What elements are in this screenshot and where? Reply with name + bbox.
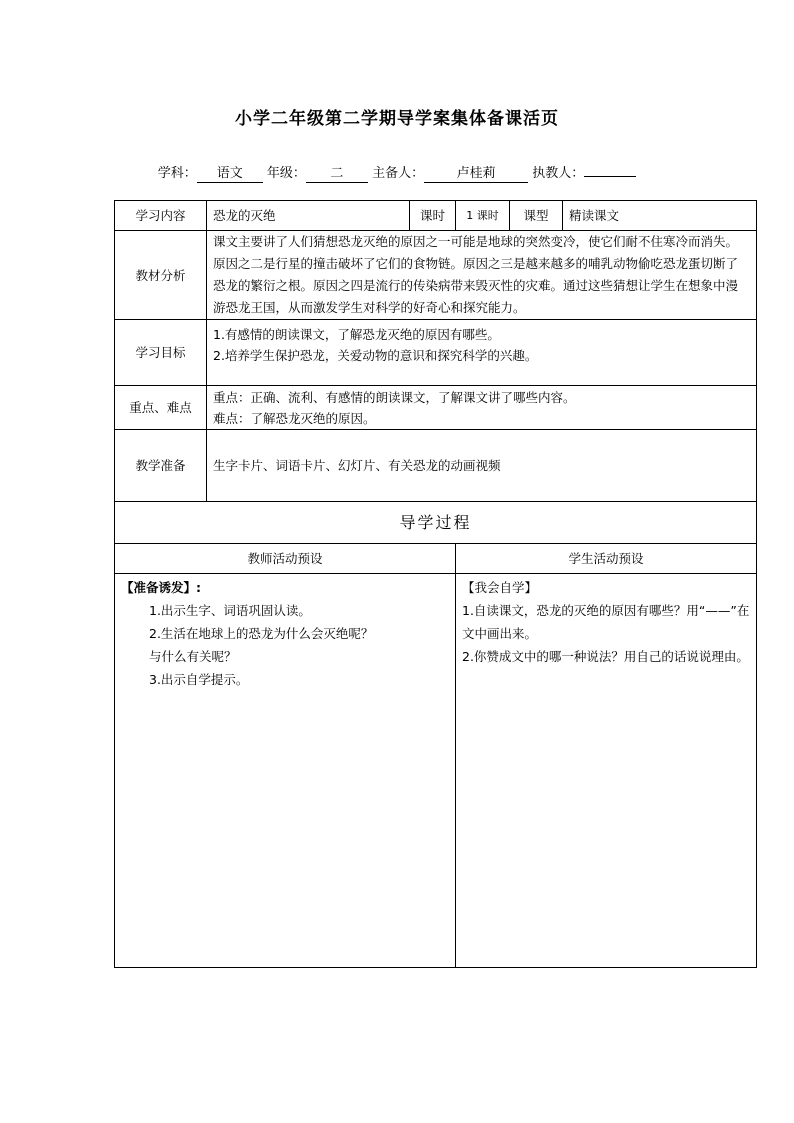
key-point-item: 重点：正确、流利、有感情的朗读课文，了解课文讲了哪些内容。 bbox=[213, 389, 576, 405]
period-value: 1 课时 bbox=[456, 201, 510, 231]
content-label: 学习内容 bbox=[115, 201, 207, 231]
content-value: 恐龙的灭绝 bbox=[207, 201, 410, 231]
period-label: 课时 bbox=[410, 201, 456, 231]
analysis-label: 教材分析 bbox=[115, 231, 207, 320]
key-point-item: 难点：了解恐龙灭绝的原因。 bbox=[213, 410, 376, 426]
teacher-item: 2.生活在地球上的恐龙为什么会灭绝呢？ bbox=[149, 626, 374, 641]
key-label: 重点、难点 bbox=[115, 386, 207, 430]
goals-cell bbox=[207, 320, 757, 386]
goals-label: 学习目标 bbox=[115, 320, 207, 386]
row-column-headers bbox=[115, 544, 757, 574]
student-section-title: 【我会自学】 bbox=[462, 580, 538, 595]
goal-item: 1.有感情的朗读课文，了解恐龙灭绝的原因有哪些。 bbox=[213, 327, 500, 342]
type-value: 精读课文 bbox=[563, 201, 757, 231]
page-title: 小学二年级第二学期导学案集体备课活页 bbox=[235, 109, 559, 129]
preparer-value: 卢桂莉 bbox=[424, 166, 528, 183]
student-column-header: 学生活动预设 bbox=[456, 544, 757, 574]
teacher-column-header: 教师活动预设 bbox=[115, 544, 456, 574]
row-activities bbox=[115, 574, 757, 968]
key-cell bbox=[207, 386, 757, 430]
teacher-activities bbox=[115, 574, 456, 968]
lesson-plan-table bbox=[114, 200, 757, 968]
row-preparation bbox=[115, 430, 757, 502]
teacher-item: 与什么有关呢？ bbox=[149, 649, 237, 664]
grade-value: 二 bbox=[306, 166, 368, 183]
teacher-label: 执教人： bbox=[532, 166, 585, 181]
teacher-item: 1.出示生字、词语巩固认读。 bbox=[149, 603, 311, 618]
prep-value: 生字卡片、词语卡片、幻灯片、有关恐龙的动画视频 bbox=[207, 430, 757, 502]
teacher-value bbox=[584, 160, 636, 177]
student-item: 文中画出来。 bbox=[462, 626, 538, 641]
teacher-section-title: 【准备诱发】: bbox=[121, 580, 201, 595]
goal-item: 2.培养学生保护恐龙，关爱动物的意识和探究科学的兴趣。 bbox=[213, 348, 538, 363]
grade-label: 年级： bbox=[266, 166, 306, 181]
row-key-points bbox=[115, 386, 757, 430]
subject-value: 语文 bbox=[197, 166, 263, 183]
row-content bbox=[115, 201, 757, 231]
subject-label: 学科： bbox=[157, 166, 197, 181]
row-process-heading bbox=[115, 502, 757, 544]
type-label: 课型 bbox=[510, 201, 563, 231]
student-item: 1.自读课文，恐龙的灭绝的原因有哪些？用“——”在 bbox=[462, 603, 750, 618]
preparer-label: 主备人： bbox=[372, 166, 425, 181]
row-goals bbox=[115, 320, 757, 386]
analysis-text: 课文主要讲了人们猜想恐龙灭绝的原因之一可能是地球的突然变冷，使它们耐不住寒冷而消失。原因之二是行星的撞击破坏了它们的食物链。原因之三是越来越多的哺乳动物偷吃恐龙蛋切断了恐龙的繁衍之根。原因之四是流行的传染病带来毁灭性的灾难。通过这些猜想让学生在想象中漫游恐龙王国，从而激发学生对科学的好奇心和探究能力。 bbox=[207, 231, 757, 320]
row-analysis bbox=[115, 231, 757, 320]
prep-label: 教学准备 bbox=[115, 430, 207, 502]
header-meta bbox=[0, 160, 794, 183]
student-activities bbox=[456, 574, 757, 968]
process-heading: 导学过程 bbox=[115, 502, 757, 544]
student-item: 2.你赞成文中的哪一种说法？用自己的话说说理由。 bbox=[462, 649, 749, 664]
teacher-item: 3.出示自学提示。 bbox=[149, 672, 249, 687]
